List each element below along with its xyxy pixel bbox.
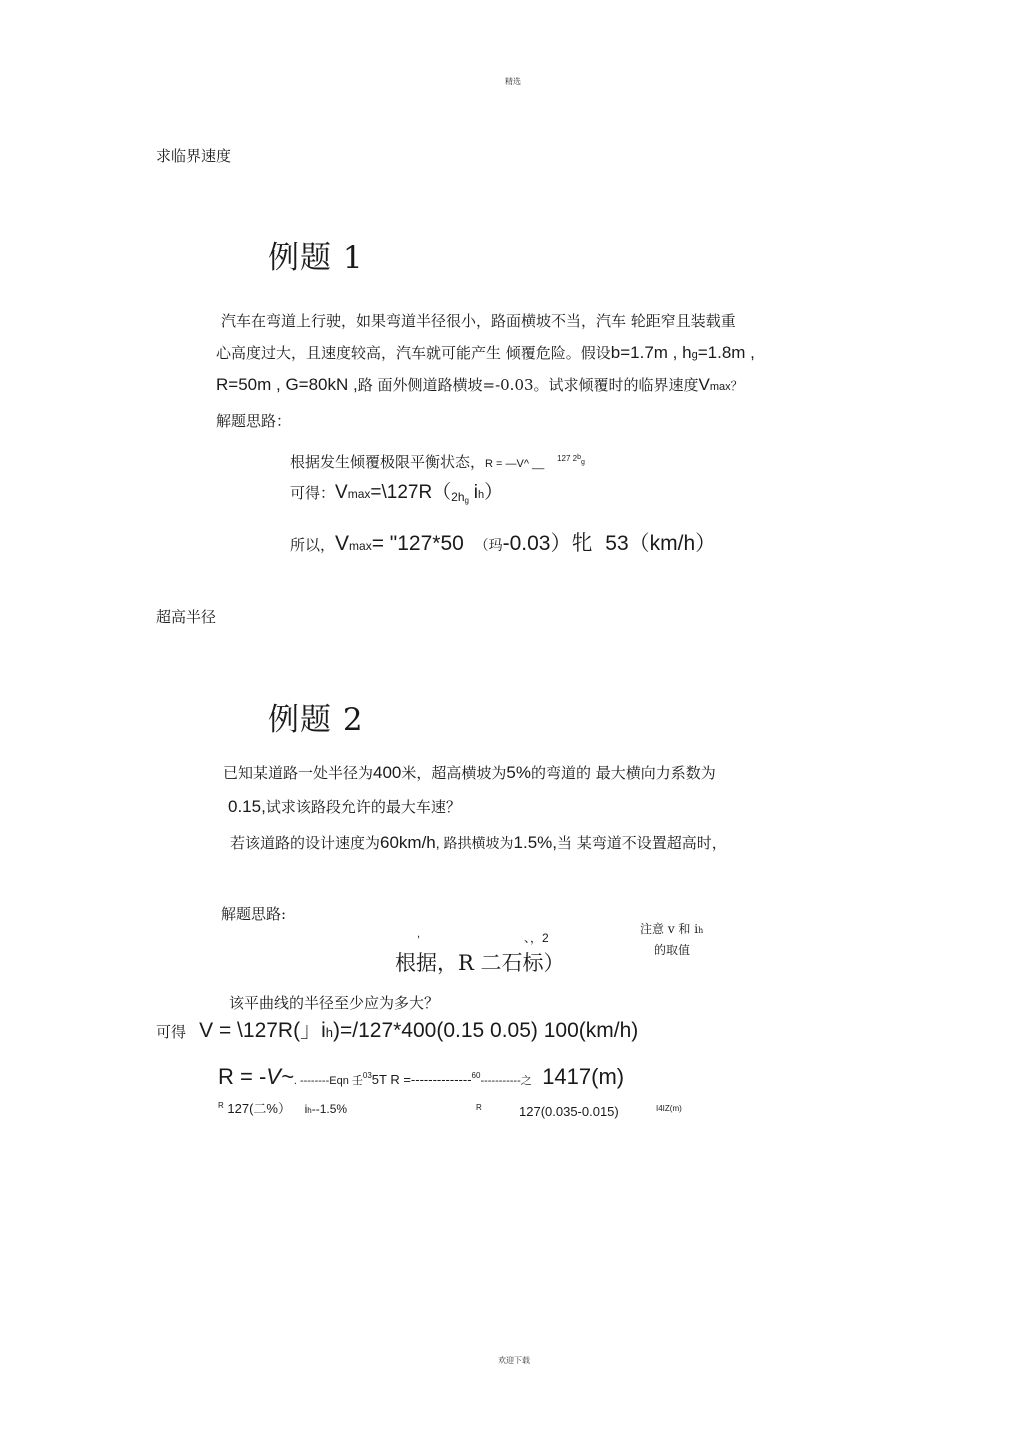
- ex2-l2b: 试求该路段允许的最大车速？: [265, 798, 461, 816]
- ex2-note1-sub: h: [698, 926, 704, 935]
- ex2-r-e: 1417(m): [542, 1064, 625, 1089]
- ex2-r-a: R = -: [218, 1064, 267, 1089]
- ex2-result-label: 可得: [156, 1023, 187, 1041]
- ex2-r-c: 5T R =--------------: [371, 1072, 472, 1087]
- ex1-eq2-2hg-sub: g: [464, 496, 469, 505]
- ex1-eq2-v: V: [335, 482, 348, 503]
- ex1-eq2-vsub: max: [347, 487, 371, 501]
- ex1-line3-vsub: max: [709, 381, 731, 393]
- ex2-l1a: 已知某道路一处半径为: [223, 764, 374, 782]
- ex2-result-line: [156, 1014, 638, 1044]
- ex1-eq3-vsub: max: [349, 539, 372, 553]
- ex2-frag-top: 、，2: [524, 931, 549, 945]
- ex1-line3-text: 路 面外侧道路横坡=-0.03。试求倾覆时的临界速度: [357, 376, 699, 394]
- ex1-eq3-rest1: = "127*50: [371, 532, 464, 555]
- page-footer: 欢迎下载: [498, 1356, 530, 1365]
- ex1-eq1-tail: 127 2: [557, 454, 578, 463]
- ex2-r-sup: 03: [362, 1071, 372, 1080]
- ex2-l3c: , 路拱横坡为: [435, 835, 514, 851]
- ex2-l1d: 5%: [506, 763, 531, 782]
- ex2-note-line2: 的取值: [654, 943, 691, 957]
- ex2-l3a: 若该道路的设计速度为: [230, 834, 381, 852]
- ex1-line2-values: b=1.7m , h: [610, 343, 692, 362]
- ex1-eq3-small: （玛: [474, 538, 503, 554]
- ex1-eq2-i: i: [473, 482, 478, 503]
- ex1-paragraph-line3: [216, 374, 743, 395]
- ex2-b1-sup: R: [218, 1101, 224, 1110]
- ex2-paragraph-line2: [228, 796, 461, 817]
- ex2-l1e: 的弯道的 最大横向力系数为: [530, 764, 716, 782]
- ex1-eq3-rest2: -0.03）牝: [502, 532, 593, 555]
- ex1-line2-sub: g: [691, 349, 698, 361]
- ex2-l3b: 60km/h: [380, 833, 436, 852]
- ex2-b1-i: i: [304, 1102, 308, 1116]
- ex1-eq1-text: 根据发生倾覆极限平衡状态，: [290, 453, 486, 471]
- ex1-approach-label: 解题思路：: [216, 412, 292, 430]
- section-heading-superelevation-radius: 超高半径: [156, 608, 217, 626]
- ex1-eq3: [290, 527, 716, 557]
- ex1-paragraph-line2: [216, 342, 755, 363]
- ex1-eq2-label: 可得：: [290, 484, 336, 502]
- ex2-radius-line: [218, 1064, 624, 1090]
- ex1-line3-q: ？: [730, 379, 743, 393]
- ex1-eq2-mid: =\127R（: [370, 482, 452, 503]
- ex2-result-c: )=/127*400(0.15 0.05) 100(km/h): [333, 1019, 639, 1042]
- ex1-paragraph-line1: 汽车在弯道上行驶，如果弯道半径很小，路面横坡不当，汽车 轮距窄且装载重: [221, 312, 736, 330]
- ex1-eq3-rest3: 53（km/h）: [605, 532, 717, 555]
- ex2-b1: 127(二%）: [227, 1101, 291, 1116]
- page-header: 精选: [505, 77, 521, 86]
- ex2-l2a: 0.15,: [228, 797, 266, 816]
- ex2-l3d: 1.5%,: [513, 833, 558, 852]
- ex2-result-b-sub: h: [325, 1025, 333, 1040]
- ex2-denominator-3: I4IZ(m): [656, 1104, 682, 1113]
- ex2-paragraph-line1: [223, 762, 716, 783]
- ex1-line3-values: R=50m , G=80kN ,: [216, 375, 358, 394]
- ex1-eq1-tail-sub: g: [581, 459, 585, 466]
- ex1-line3-v: V: [698, 375, 710, 394]
- example-1-title: 例题 1: [268, 240, 364, 276]
- ex2-eq-basis: 根据，R 二石标）: [395, 951, 565, 975]
- ex1-line2-values-b: =1.8m ,: [697, 343, 755, 362]
- ex1-eq2-2hg: 2h: [451, 490, 465, 504]
- ex1-eq2-end: ）: [484, 481, 504, 503]
- example-2-title: 例题 2: [268, 702, 364, 738]
- ex2-result-a: V = \127R(: [199, 1019, 301, 1042]
- ex1-eq2: [290, 477, 503, 505]
- ex2-frag-comma: ,: [417, 928, 421, 940]
- ex2-result-b: 」i: [300, 1019, 326, 1042]
- ex2-question: 该平曲线的半径至少应为多大？: [229, 994, 440, 1012]
- ex2-l1c: 米，超高横坡为: [401, 764, 507, 782]
- ex2-note1: 注意 v 和 i: [640, 922, 699, 936]
- ex2-approach-label: 解题思路:: [221, 905, 287, 923]
- ex1-eq3-v: V: [335, 532, 350, 555]
- ex2-l1b: 400: [373, 763, 402, 782]
- ex2-note-line1: [640, 920, 703, 937]
- ex1-eq1-tail-sup: b: [577, 454, 582, 461]
- ex1-eq1: [290, 451, 585, 472]
- ex2-paragraph-line3: [230, 832, 727, 853]
- ex2-r-sup2: 60: [471, 1071, 481, 1080]
- ex2-denominator-1: [218, 1098, 347, 1117]
- section-heading-critical-speed: 求临界速度: [156, 147, 232, 165]
- ex2-denominator-2: 127(0.035-0.015): [519, 1104, 619, 1119]
- ex2-l3e: 当 某弯道不设置超高时，: [557, 834, 727, 852]
- ex2-r-d: -----------之: [480, 1075, 532, 1087]
- ex1-eq2-isub: h: [478, 489, 485, 501]
- ex1-eq3-label: 所以，: [290, 536, 336, 554]
- ex2-r-v: V~: [266, 1064, 294, 1089]
- ex2-b2-sup: R: [476, 1103, 482, 1112]
- ex2-b1-i-sub: h: [307, 1106, 312, 1115]
- ex2-r-b: . --------Eqn 壬: [293, 1075, 363, 1087]
- ex1-eq1-formula: R = —V^ __: [485, 458, 545, 470]
- ex2-b1-tail: --1.5%: [311, 1102, 348, 1116]
- ex1-line2-text: 心高度过大，且速度较高，汽车就可能产生 倾覆危险。假设: [216, 344, 611, 362]
